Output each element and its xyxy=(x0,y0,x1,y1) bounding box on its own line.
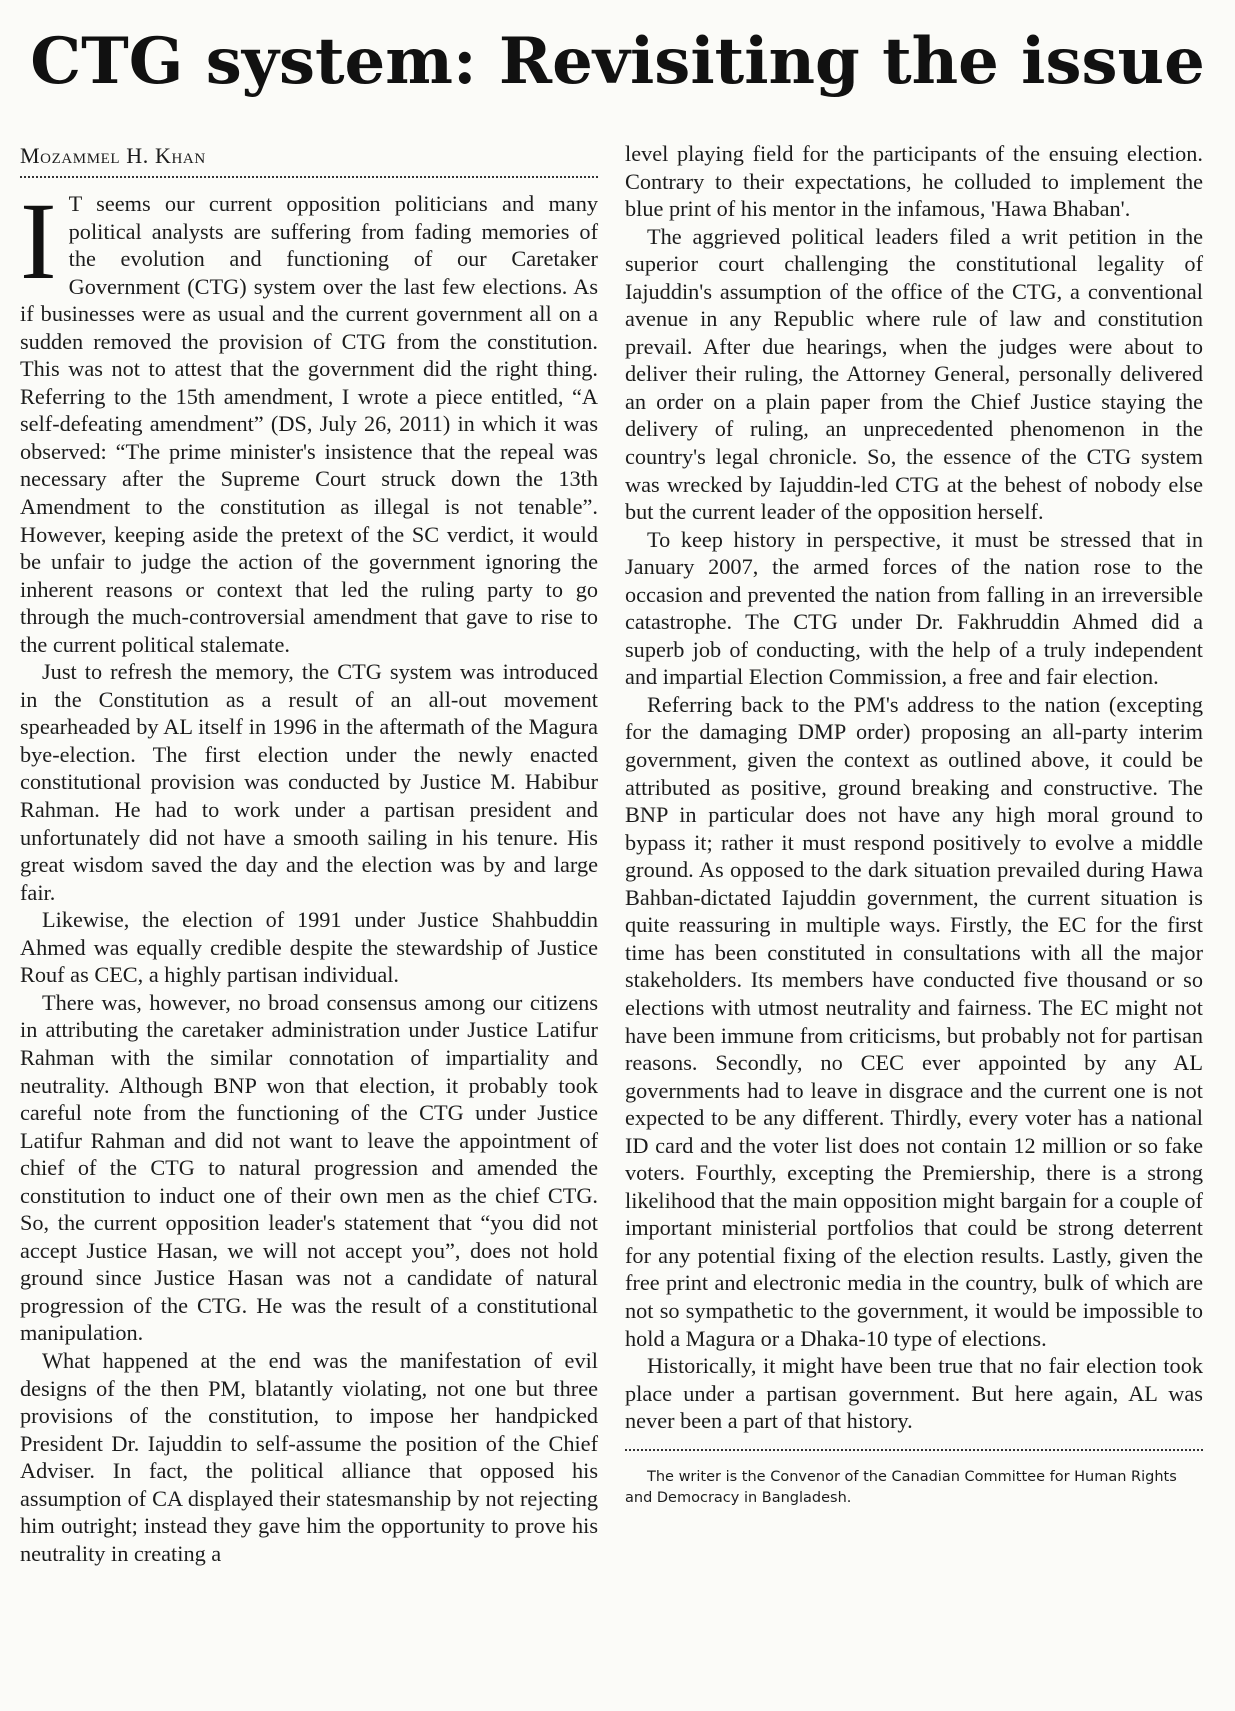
lead-paragraph-text: T seems our current opposition politicians and many political analysts are suffering from fading memories of the evolution and functioning of our Caretaker Government (CTG) system over the last few elections. As if businesses were as usual and the current government all on a sudden removed the provision of CTG from the constitution. This was not to attest that the government did the right thing. Referring to the 15th amendment, I wrote a piece entitled, “A self-defeating amendment” (DS, July 26, 2011) in which it was observed: “The prime minister's insistence that the repeal was necessary after the Supreme Court struck down the 13th Amendment to the constitution as illegal is not tenable”. However, keeping aside the pretext of the SC verdict, it would be unfair to judge the action of the government ignoring the inherent reasons or context that led the ruling party to go through the much-controversial amendment that gave to rise to the current political stalemate. xyxy=(20,191,598,657)
lead-paragraph xyxy=(20,180,598,658)
left-column xyxy=(20,142,598,1567)
paragraph: The aggrieved political leaders filed a writ petition in the superior court challenging the constitutional legality of Iajuddin's assumption of the office of the CTG, a conventional avenue in any Republic where rule of law and constitution prevail. After due hearings, when the judges were about to deliver their ruling, the Attorney General, personally delivered an order on a plain paper from the Chief Justice staying the delivery of ruling, an unprecedented phenomenon in the country's legal chronicle. So, the essence of the CTG system was wrecked by Iajuddin-led CTG at the behest of nobody else but the current leader of the opposition herself. xyxy=(625,223,1203,525)
continued-paragraph: level playing field for the participants of the ensuing election. Contrary to their expectations, he colluded to implement the blue print of his mentor in the infamous, 'Hawa Bhaban'. xyxy=(625,141,1203,222)
paragraph: Referring back to the PM's address to the nation (excepting for the damaging DMP order) proposing an all-party interim government, given the context as outlined above, it could be attributed as positive, ground breaking and constructive. The BNP in particular does not have any high moral ground to bypass it; rather it must respond positively to evolve a middle ground. As opposed to the dark situation prevailed during Hawa Bahban-dictated Iajuddin government, the current situation is quite reassuring in multiple ways. Firstly, the EC for the first time has been constituted in consultations with all the major stakeholders. Its members have conducted five thousand or so elections with utmost neutrality and fairness. The EC might not have been immune from criticisms, but probably not for partisan reasons. Secondly, no CEC ever appointed by any AL governments had to leave in disgrace and the current one is not expected to be any different. Thirdly, every voter has a national ID card and the voter list does not contain 12 million or so fake voters. Fourthly, excepting the Premiership, there is a strong likelihood that the main opposition might bargain for a couple of important ministerial portfolios that could be strong deterrent for any potential fixing of the election results. Lastly, given the free print and electronic media in the country, bulk of which are not so sympathetic to the government, it would be impossible to hold a Magura or a Dhaka-10 type of elections. xyxy=(625,691,1203,1351)
paragraph: Just to refresh the memory, the CTG system was introduced in the Constitution as a result of an all-out movement spearheaded by AL itself in 1996 in the aftermath of the Magura bye-election. The first election under the newly enacted constitutional provision was conducted by Justice M. Habibur Rahman. He had to work under a partisan president and unfortunately did not have a smooth sailing in his tenure. His great wisdom saved the day and the election was by and large fair. xyxy=(20,659,598,905)
drop-cap: I xyxy=(20,180,57,302)
paragraph: Historically, it might have been true that no fair election took place under a partisan government. But here again, AL was never been a part of that history. xyxy=(625,1353,1203,1434)
byline-dotted-rule xyxy=(20,176,598,178)
footer-dotted-rule xyxy=(625,1449,1203,1451)
paragraph: Likewise, the election of 1991 under Justice Shahbuddin Ahmed was equally credible despite the stewardship of Justice Rouf as CEC, a highly partisan individual. xyxy=(20,907,598,988)
author-footnote: The writer is the Convenor of the Canadian Committee for Human Rights and Democracy in Bangladesh. xyxy=(625,1468,1177,1506)
paragraph: What happened at the end was the manifestation of evil designs of the then PM, blatantly violating, not one but three provisions of the constitution, to impose her handpicked President Dr. Iajuddin to self-assume the position of the Chief Adviser. In fact, the political alliance that opposed his assumption of CA displayed their statesmanship by not rejecting him outright; instead they gave him the opportunity to prove his neutrality in creating a xyxy=(20,1347,598,1566)
paragraph: There was, however, no broad consensus among our citizens in attributing the caretaker administration under Justice Latifur Rahman with the similar connotation of impartiality and neutrality. Although BNP won that election, it probably took careful note from the functioning of the CTG under Justice Latifur Rahman and did not want to leave the appointment of chief of the CTG to natural progression and amended the constitution to induct one of their own men as the chief CTG. So, the current opposition leader's statement that “you did not accept Justice Hasan, we will not accept you”, does not hold ground since Justice Hasan was not a candidate of natural progression of the CTG. He was the result of a constitutional manipulation. xyxy=(20,989,598,1346)
paragraph: To keep history in perspective, it must be stressed that in January 2007, the armed forces of the nation rose to the occasion and prevented the nation from falling in an irreversible catastrophe. The CTG under Dr. Fakhruddin Ahmed did a superb job of conducting, with the help of a truly independent and impartial Election Commission, a free and fair election. xyxy=(625,526,1203,690)
byline: Mozammel H. Khan xyxy=(20,143,206,168)
right-column xyxy=(625,140,1203,1509)
headline: CTG system: Revisiting the issue xyxy=(30,24,1205,99)
